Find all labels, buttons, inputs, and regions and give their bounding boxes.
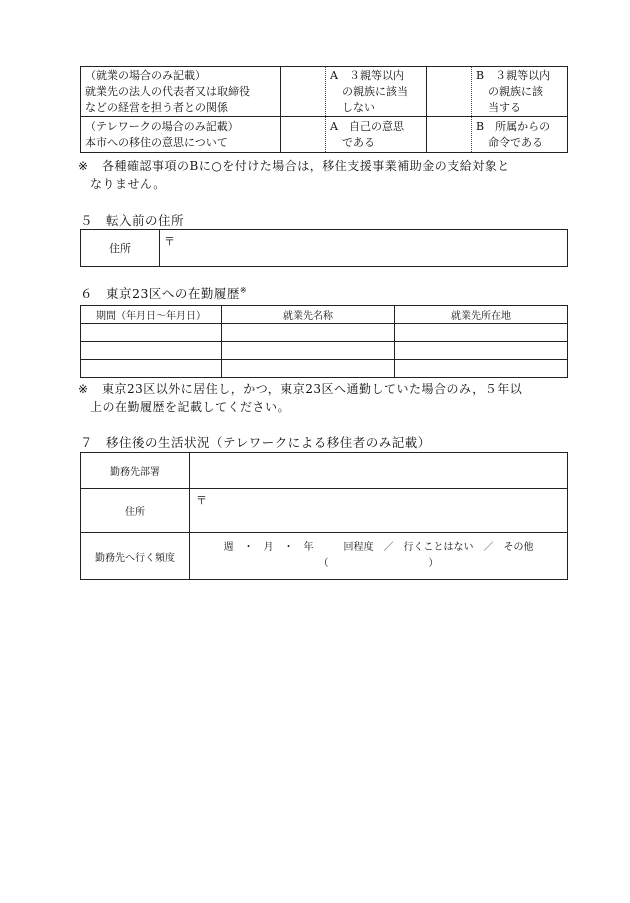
note-mark: ※	[78, 382, 89, 396]
address-label: 住所	[81, 489, 190, 533]
note-mark: ※	[78, 159, 89, 173]
period-header: 期間（年月日～年月日）	[81, 306, 222, 324]
option-a-line: A 自己の意思	[330, 119, 404, 133]
section-6-title-mark: ※	[239, 285, 248, 295]
address-row	[81, 489, 568, 533]
address-field[interactable]	[190, 489, 568, 533]
option-a-line: の親族に該当	[342, 84, 408, 98]
option-a-line: A ３親等以内	[330, 68, 404, 82]
employer-location-cell[interactable]	[395, 360, 568, 378]
note-commute-history	[78, 380, 573, 416]
employer-location-header: 就業先所在地	[395, 306, 568, 324]
intent-row	[81, 117, 568, 153]
frequency-row	[81, 533, 568, 580]
employer-name-header: 就業先名称	[222, 306, 395, 324]
work-history-header-row	[81, 306, 568, 324]
table-row	[81, 360, 568, 378]
table-row	[81, 324, 568, 342]
table-row	[81, 342, 568, 360]
frequency-options: 週 ・ 月 ・ 年 回程度 ／ 行くことはない ／ その他	[223, 542, 534, 553]
option-b-line: 命令である	[488, 135, 543, 149]
section-7-title: ７ 移住後の生活状況（テレワークによる移住者のみ記載）	[80, 435, 431, 450]
frequency-field[interactable]	[190, 533, 568, 580]
section-6-title	[80, 284, 247, 302]
postal-mark-icon: 〒	[196, 494, 207, 507]
intent-label-cell	[81, 117, 281, 153]
department-row	[81, 453, 568, 489]
living-situation-table	[80, 452, 568, 580]
frequency-other	[190, 556, 567, 572]
period-cell[interactable]	[81, 360, 222, 378]
note-line: 各種確認事項のBに○を付けた場合は，移住支援事業補助金の支給対象と	[102, 159, 510, 173]
postal-mark-icon: 〒	[164, 235, 175, 248]
option-a-line: しない	[342, 100, 375, 114]
confirmation-table	[80, 66, 568, 153]
address-label: 住所	[109, 242, 131, 255]
intent-label-line: （テレワークの場合のみ記載）	[85, 119, 239, 133]
previous-address-table	[80, 229, 568, 267]
option-b-line: 当する	[488, 100, 521, 114]
work-history-table	[80, 305, 568, 378]
circle-b-cell[interactable]	[427, 67, 472, 117]
note-line: なりません。	[90, 177, 166, 191]
section-5-title: ５ 転入前の住所	[80, 213, 185, 228]
option-a-line: である	[342, 135, 375, 149]
option-a-cell	[326, 67, 427, 117]
note-line: 上の在勤履歴を記載してください。	[90, 400, 291, 414]
employer-name-cell[interactable]	[222, 324, 395, 342]
period-cell[interactable]	[81, 324, 222, 342]
employer-location-cell[interactable]	[395, 324, 568, 342]
intent-label-line: 本市への移住の意思について	[85, 135, 228, 149]
note-not-eligible	[78, 157, 573, 193]
employer-name-cell[interactable]	[222, 360, 395, 378]
paren-close: ）	[428, 558, 439, 569]
option-b-line: B 所属からの	[476, 119, 551, 133]
option-b-line: B ３親等以内	[476, 68, 551, 82]
option-b-cell	[472, 67, 568, 117]
relationship-row	[81, 67, 568, 117]
note-line: 東京23区以外に居住し，かつ，東京23区へ通勤していた場合のみ，５年以	[102, 382, 523, 396]
previous-address-field[interactable]	[160, 230, 568, 267]
section-6-title-text: ６ 東京23区への在勤履歴	[80, 286, 240, 301]
frequency-label: 勤務先へ行く頻度	[81, 533, 190, 580]
department-field[interactable]	[190, 453, 568, 489]
option-b-cell	[472, 117, 568, 153]
circle-b-cell[interactable]	[427, 117, 472, 153]
relationship-label-cell	[81, 67, 281, 117]
relationship-label-line: などの経営を担う者との関係	[85, 100, 228, 114]
paren-open: （	[318, 558, 329, 569]
relationship-label-line: （就業の場合のみ記載）	[85, 68, 206, 82]
employer-location-cell[interactable]	[395, 342, 568, 360]
employer-name-cell[interactable]	[222, 342, 395, 360]
circle-a-cell[interactable]	[281, 117, 326, 153]
address-label-cell	[81, 230, 160, 267]
option-b-line: の親族に該	[488, 84, 543, 98]
relationship-label-line: 就業先の法人の代表者又は取締役	[85, 84, 250, 98]
period-cell[interactable]	[81, 342, 222, 360]
department-label: 勤務先部署	[81, 453, 190, 489]
circle-a-cell[interactable]	[281, 67, 326, 117]
option-a-cell	[326, 117, 427, 153]
